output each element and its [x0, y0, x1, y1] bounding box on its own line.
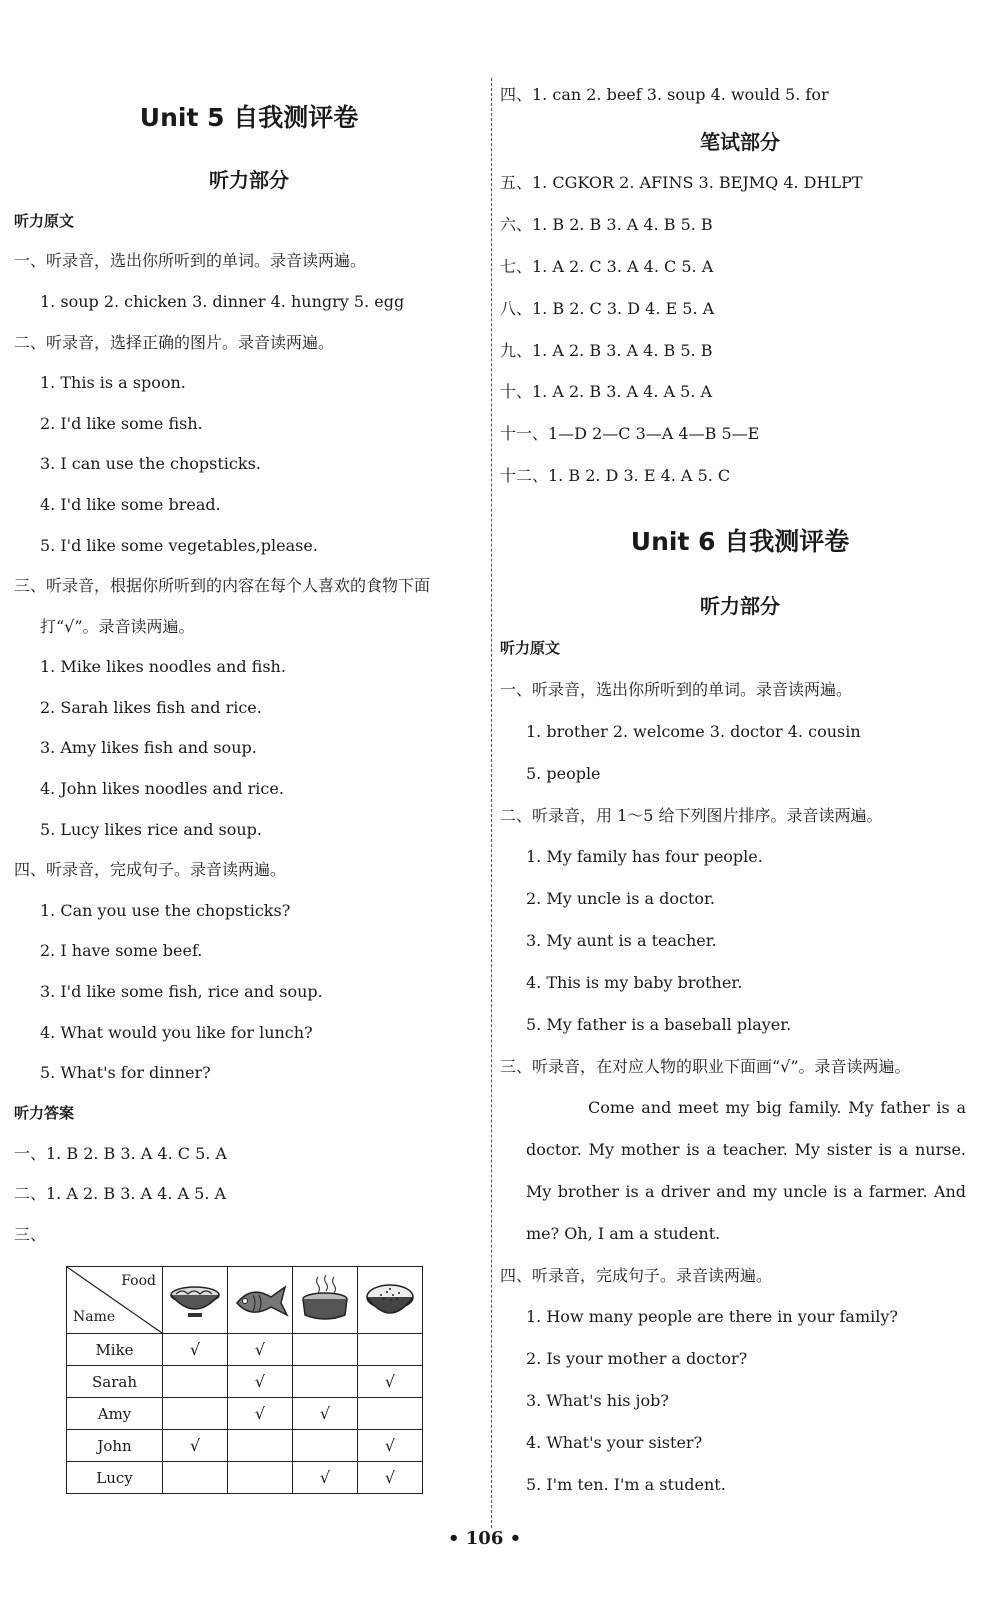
row-name: Mike	[67, 1334, 163, 1366]
unit5-q1-items: 1. soup 2. chicken 3. dinner 4. hungry 5. egg	[40, 292, 405, 311]
row-name: John	[67, 1430, 163, 1462]
unit5-q1-head: 一、听录音，选出你所听到的单词。录音读两遍。	[14, 251, 367, 270]
unit6-q2-item: 4. This is my baby brother.	[526, 973, 743, 992]
unit6-q1-head: 一、听录音，选出你所听到的单词。录音读两遍。	[500, 680, 853, 699]
fish-icon	[228, 1267, 293, 1334]
unit5-q4-answers: 四、1. can 2. beef 3. soup 4. would 5. for	[500, 85, 829, 104]
unit6-q2-item: 1. My family has four people.	[526, 847, 763, 866]
noodles-bowl-icon	[163, 1267, 228, 1334]
check-cell	[163, 1366, 228, 1398]
unit6-q4-head: 四、听录音，完成句子。录音读两遍。	[500, 1266, 773, 1285]
check-cell	[293, 1430, 358, 1462]
unit5-ans3: 三、	[14, 1225, 47, 1244]
unit5-q2-item: 5. I'd like some vegetables,please.	[40, 536, 318, 555]
row-name: Sarah	[67, 1366, 163, 1398]
unit5-q2-head: 二、听录音，选择正确的图片。录音读两遍。	[14, 333, 335, 352]
food-preference-table	[66, 1266, 423, 1494]
check-cell	[228, 1462, 293, 1494]
check-cell: √	[293, 1462, 358, 1494]
unit6-q2-item: 5. My father is a baseball player.	[526, 1015, 792, 1034]
unit5-q3-item: 4. John likes noodles and rice.	[40, 779, 284, 798]
check-cell	[228, 1430, 293, 1462]
written-answer: 七、1. A 2. C 3. A 4. C 5. A	[500, 257, 714, 276]
check-cell: √	[293, 1398, 358, 1430]
unit5-listening-title: 听力部分	[209, 168, 289, 192]
unit5-q4-item: 3. I'd like some fish, rice and soup.	[40, 982, 323, 1001]
unit5-original-label: 听力原文	[14, 212, 75, 230]
column-divider	[491, 78, 492, 1528]
soup-pot-icon	[293, 1267, 358, 1334]
unit5-q4-item: 4. What would you like for lunch?	[40, 1023, 313, 1042]
unit6-q2-item: 3. My aunt is a teacher.	[526, 931, 717, 950]
unit6-q2-item: 2. My uncle is a doctor.	[526, 889, 716, 908]
table-row	[67, 1366, 423, 1398]
unit5-q2-item: 2. I'd like some fish.	[40, 414, 203, 433]
check-cell	[163, 1398, 228, 1430]
table-row	[67, 1398, 423, 1430]
unit5-title: Unit 5 自我测评卷	[139, 103, 359, 132]
row-name: Lucy	[67, 1462, 163, 1494]
written-answer: 十二、1. B 2. D 3. E 4. A 5. C	[500, 466, 731, 485]
unit6-q3-passage	[526, 1087, 966, 1255]
unit6-q2-head: 二、听录音，用 1～5 给下列图片排序。录音读两遍。	[500, 806, 883, 825]
unit5-q3-item: 2. Sarah likes fish and rice.	[40, 698, 262, 717]
unit5-q3-item: 5. Lucy likes rice and soup.	[40, 820, 262, 839]
unit5-q3-item: 1. Mike likes noodles and fish.	[40, 657, 286, 676]
table-corner-cell	[67, 1267, 163, 1334]
unit5-ans2: 二、1. A 2. B 3. A 4. A 5. A	[14, 1184, 227, 1203]
table-row	[67, 1334, 423, 1366]
check-cell: √	[163, 1430, 228, 1462]
check-cell	[293, 1334, 358, 1366]
unit6-q1-items: 1. brother 2. welcome 3. doctor 4. cousin	[526, 722, 861, 741]
check-cell: √	[228, 1398, 293, 1430]
row-name: Amy	[67, 1398, 163, 1430]
unit6-q1-items2: 5. people	[526, 764, 601, 783]
unit5-q4-item: 2. I have some beef.	[40, 941, 203, 960]
unit6-q3-passage-text: Come and meet my big family. My father is a doctor. My mother is a teacher. My sister is a nurse. My brother is a driver and my uncle is a farmer. And me? Oh, I am a student.	[526, 1098, 966, 1243]
check-cell: √	[358, 1430, 423, 1462]
written-title: 笔试部分	[700, 130, 780, 154]
unit5-ans1: 一、1. B 2. B 3. A 4. C 5. A	[14, 1144, 227, 1163]
written-answer: 九、1. A 2. B 3. A 4. B 5. B	[500, 341, 713, 360]
check-cell: √	[163, 1334, 228, 1366]
written-answer: 十、1. A 2. B 3. A 4. A 5. A	[500, 382, 713, 401]
check-cell	[293, 1366, 358, 1398]
unit6-q4-item: 1. How many people are there in your family?	[526, 1307, 898, 1326]
unit5-answers-label: 听力答案	[14, 1104, 75, 1122]
unit5-q3-head: 三、听录音，根据你所听到的内容在每个人喜欢的食物下面	[14, 576, 431, 595]
unit6-listening-title: 听力部分	[700, 594, 780, 618]
unit6-q4-item: 3. What's his job?	[526, 1391, 669, 1410]
unit6-q4-item: 2. Is your mother a doctor?	[526, 1349, 748, 1368]
unit5-q4-item: 5. What's for dinner?	[40, 1063, 211, 1082]
written-answer: 十一、1—D 2—C 3—A 4—B 5—E	[500, 424, 760, 443]
check-cell	[358, 1398, 423, 1430]
page-number: • 106 •	[448, 1528, 522, 1549]
unit6-q3-head: 三、听录音，在对应人物的职业下面画“√”。录音读两遍。	[500, 1057, 911, 1076]
unit5-q3-head2: 打“√”。录音读两遍。	[40, 617, 195, 636]
unit6-title: Unit 6 自我测评卷	[630, 527, 850, 556]
check-cell	[358, 1334, 423, 1366]
check-cell: √	[358, 1366, 423, 1398]
unit5-q2-item: 4. I'd like some bread.	[40, 495, 221, 514]
table-row	[67, 1430, 423, 1462]
written-answer: 五、1. CGKOR 2. AFINS 3. BEJMQ 4. DHLPT	[500, 173, 863, 192]
unit5-q4-item: 1. Can you use the chopsticks?	[40, 901, 291, 920]
food-header: Food	[121, 1273, 156, 1289]
written-answer: 八、1. B 2. C 3. D 4. E 5. A	[500, 299, 715, 318]
table-row	[67, 1462, 423, 1494]
check-cell	[163, 1462, 228, 1494]
written-answer: 六、1. B 2. B 3. A 4. B 5. B	[500, 215, 713, 234]
rice-bowl-icon	[358, 1267, 423, 1334]
check-cell: √	[228, 1334, 293, 1366]
name-header: Name	[73, 1309, 116, 1325]
unit6-q4-item: 4. What's your sister?	[526, 1433, 703, 1452]
table-header-row	[67, 1267, 423, 1334]
unit5-q2-item: 1. This is a spoon.	[40, 373, 186, 392]
check-cell: √	[358, 1462, 423, 1494]
unit5-q2-item: 3. I can use the chopsticks.	[40, 454, 261, 473]
check-cell: √	[228, 1366, 293, 1398]
unit5-q4-head: 四、听录音，完成句子。录音读两遍。	[14, 860, 287, 879]
unit5-q3-item: 3. Amy likes fish and soup.	[40, 738, 257, 757]
unit6-original-label: 听力原文	[500, 639, 561, 657]
unit6-q4-item: 5. I'm ten. I'm a student.	[526, 1475, 726, 1494]
